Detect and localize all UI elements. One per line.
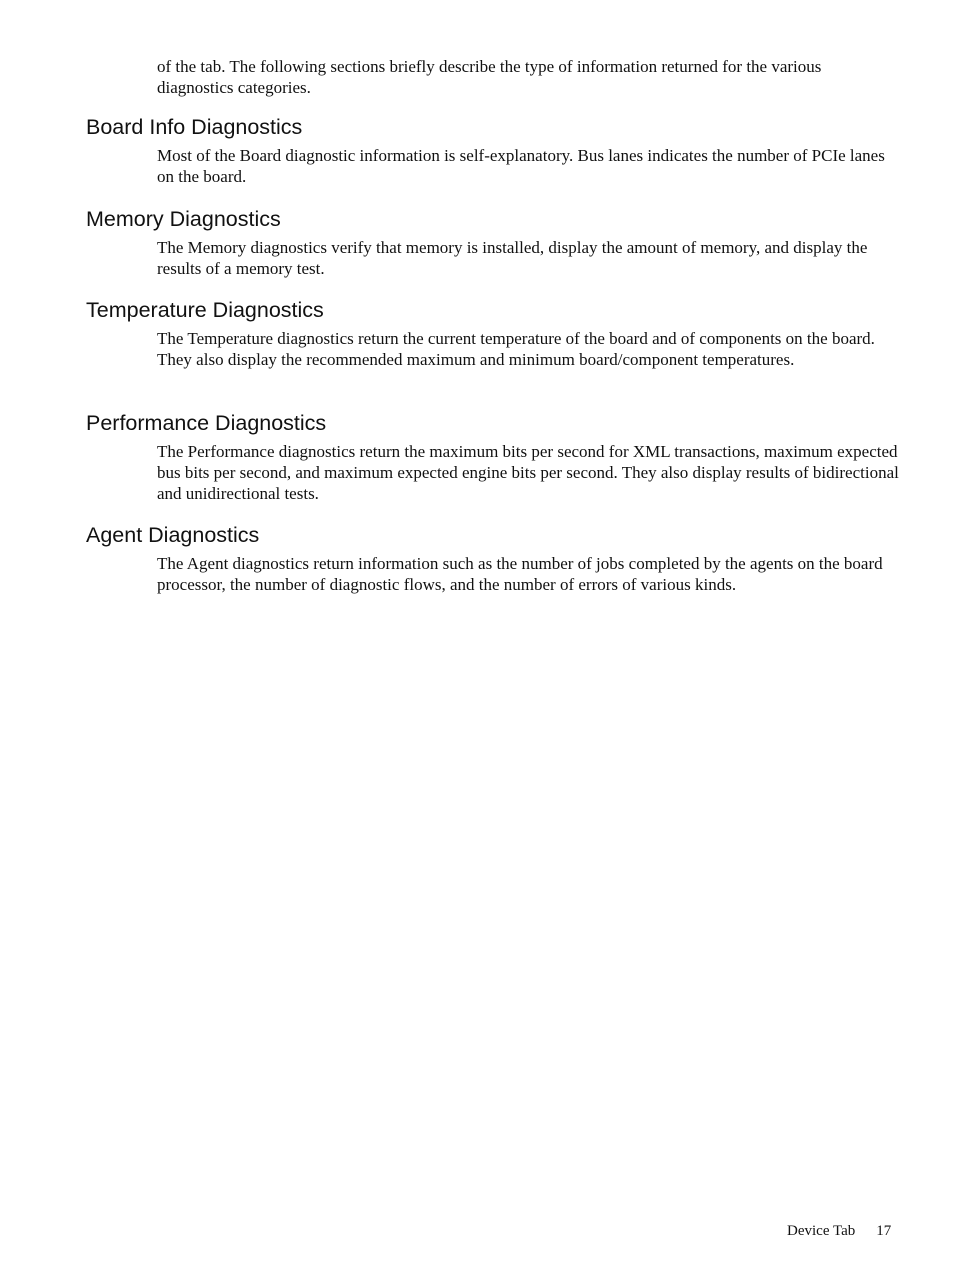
footer-section-title: Device Tab <box>787 1223 856 1239</box>
section-body: The Temperature diagnostics return the current temperature of the board and of components on the board. They also display the recommended maximum and minimum board/component temperatures. <box>157 329 875 369</box>
section-heading: Memory Diagnostics <box>86 207 281 231</box>
section-body: The Memory diagnostics verify that memory is installed, display the amount of memory, and display the results of a memory test. <box>157 238 868 278</box>
page-number: 17 <box>876 1223 892 1239</box>
section-heading: Performance Diagnostics <box>86 411 327 435</box>
section-heading: Agent Diagnostics <box>86 523 260 547</box>
section-body: The Agent diagnostics return information such as the number of jobs completed by the agents on the board processor, the number of diagnostic flows, and the number of errors of various kinds. <box>157 554 883 594</box>
section-body: The Performance diagnostics return the maximum bits per second for XML transactions, maximum expected bus bits per second, and maximum expected engine bits per second. They also display results of bidirectional and unidirectional tests. <box>157 442 899 503</box>
section-heading: Temperature Diagnostics <box>86 298 324 322</box>
section-body: Most of the Board diagnostic information is self-explanatory. Bus lanes indicates the number of PCIe lanes on the board. <box>157 146 885 186</box>
section-heading: Board Info Diagnostics <box>86 115 303 139</box>
intro-paragraph: of the tab. The following sections briefly describe the type of information returned for the various diagnostics categories. <box>157 57 822 97</box>
page-footer <box>787 1222 891 1240</box>
